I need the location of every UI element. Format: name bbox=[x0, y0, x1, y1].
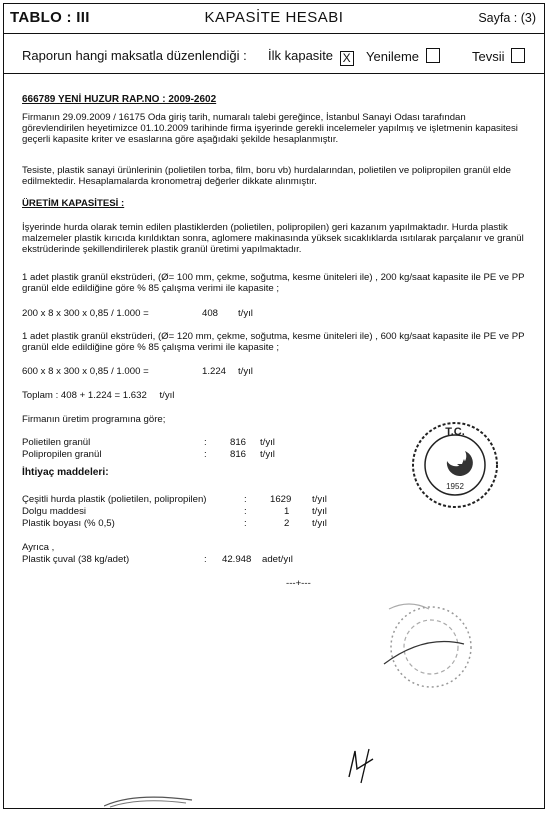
item-colon: : bbox=[244, 518, 247, 529]
purpose-row bbox=[4, 34, 544, 74]
report-reference: 666789 YENİ HUZUR RAP.NO : 2009-2602 bbox=[22, 94, 217, 105]
option-label: Yenileme bbox=[366, 49, 420, 64]
seal-year: 1952 bbox=[446, 482, 464, 491]
option-renewal[interactable] bbox=[366, 48, 440, 64]
document-frame bbox=[3, 3, 545, 809]
paragraph-intro: Firmanın 29.09.2009 / 16175 Oda giriş tarih, numaralı talebi gereğince, İstanbul Sanayi Odası tarafından görevlendirilen heyetimizce 01.10.2009 tarihinde firma işyerinde gerekli incelemeler yapılmış ve işletmenin kapasitesi geçerli kapasite kriter ve esaslarına göre aşağıdaki şekilde hesaplanmıştır. bbox=[22, 112, 518, 146]
end-mark: ---+--- bbox=[286, 578, 311, 589]
page-title: KAPASİTE HESABI bbox=[204, 9, 344, 26]
item-value: 2 bbox=[284, 518, 290, 529]
seal-top-text: T.C. bbox=[445, 426, 465, 438]
program-row bbox=[22, 437, 275, 448]
paragraph-extruder-2: 1 adet plastik granül ekstrüderi, (Ø= 120 mm, çekme, soğutma, kesme üniteleri ile) , 600 kg/saat kapasite ile PE ve PP granül elde edildiğine göre % 85 çalışma verimi ile kapasite ; bbox=[22, 331, 525, 354]
program-intro: Firmanın üretim programına göre; bbox=[22, 414, 166, 425]
page-number: Sayfa : (3) bbox=[478, 11, 536, 25]
checkbox[interactable] bbox=[511, 48, 525, 63]
paragraph-facility: Tesiste, plastik sanayi ürünlerinin (polietilen torba, film, boru vb) hurdalarından, polietilen ve polipropilen granül elde edilmektedir. Hesaplamalarda kronometraj değerler dikkate alınmıştır. bbox=[22, 165, 512, 188]
checkbox-checked[interactable]: X bbox=[340, 51, 354, 66]
item-colon: : bbox=[204, 437, 207, 448]
stamp-fragment-icon bbox=[104, 794, 194, 808]
faded-stamp bbox=[379, 589, 479, 699]
calc-value: 408 bbox=[202, 308, 219, 319]
total-formula: Toplam : 408 + 1.224 = 1.632 bbox=[22, 390, 147, 401]
total-row bbox=[22, 390, 174, 401]
header-bar bbox=[4, 4, 544, 34]
item-name: Polipropilen granül bbox=[22, 449, 102, 460]
item-unit: adet/yıl bbox=[262, 554, 293, 565]
item-value: 1 bbox=[284, 506, 290, 517]
calc-unit: t/yıl bbox=[238, 308, 253, 319]
needs-row bbox=[22, 494, 327, 505]
item-unit: t/yıl bbox=[260, 437, 275, 448]
item-value: 1629 bbox=[270, 494, 292, 505]
item-colon: : bbox=[244, 506, 247, 517]
item-name: Polietilen granül bbox=[22, 437, 91, 448]
calc-formula: 600 x 8 x 300 x 0,85 / 1.000 = bbox=[22, 366, 149, 377]
item-unit: t/yıl bbox=[312, 506, 327, 517]
signature bbox=[339, 739, 389, 789]
section-production: ÜRETİM KAPASİTESİ : bbox=[22, 198, 125, 209]
calc-unit: t/yıl bbox=[238, 366, 253, 377]
signature-icon bbox=[339, 739, 389, 789]
item-name: Dolgu maddesi bbox=[22, 506, 86, 517]
item-unit: t/yıl bbox=[312, 518, 327, 529]
option-label: Tevsii bbox=[472, 49, 505, 64]
item-colon: : bbox=[204, 554, 207, 565]
official-seal bbox=[409, 419, 501, 511]
total-unit: t/yıl bbox=[159, 390, 175, 401]
calc-value: 1.224 bbox=[202, 366, 227, 377]
option-initial-capacity[interactable] bbox=[268, 48, 354, 66]
item-name: Çeşitli hurda plastik (polietilen, polipropilen) bbox=[22, 494, 207, 505]
paragraph-extruder-1: 1 adet plastik granül ekstrüderi, (Ø= 100 mm, çekme, soğutma, kesme üniteleri ile) , 200 kg/saat kapasite ile PE ve PP granül elde edildiğine göre % 85 çalışma verimi ile kapasite ; bbox=[22, 272, 525, 295]
option-expansion[interactable] bbox=[472, 48, 525, 64]
program-row bbox=[22, 449, 275, 460]
extra-row bbox=[22, 554, 293, 565]
checkbox[interactable] bbox=[426, 48, 440, 63]
item-name: Plastik çuval (38 kg/adet) bbox=[22, 554, 130, 565]
item-name: Plastik boyası (% 0,5) bbox=[22, 518, 115, 529]
needs-row bbox=[22, 518, 327, 529]
section-needs: İhtiyaç maddeleri: bbox=[22, 467, 109, 478]
calc-formula: 200 x 8 x 300 x 0,85 / 1.000 = bbox=[22, 308, 149, 319]
item-colon: : bbox=[204, 449, 207, 460]
item-colon: : bbox=[244, 494, 247, 505]
faded-stamp-icon bbox=[379, 589, 479, 699]
calc-row-1 bbox=[22, 308, 253, 319]
calc-row-2 bbox=[22, 366, 253, 377]
option-label: İlk kapasite bbox=[268, 48, 334, 63]
item-value: 816 bbox=[230, 437, 247, 448]
extra-label: Ayrıca , bbox=[22, 542, 55, 553]
table-label: TABLO : III bbox=[10, 9, 90, 26]
item-unit: t/yıl bbox=[260, 449, 275, 460]
bottom-stamp-fragment bbox=[104, 794, 194, 808]
seal-icon bbox=[409, 419, 501, 511]
item-unit: t/yıl bbox=[312, 494, 327, 505]
item-value: 42.948 bbox=[222, 554, 252, 565]
item-value: 816 bbox=[230, 449, 247, 460]
needs-row bbox=[22, 506, 327, 517]
purpose-question: Raporun hangi maksatla düzenlendiği : bbox=[22, 48, 247, 63]
paragraph-process: İşyerinde hurda olarak temin edilen plastiklerden (polietilen, polipropilen) geri kazanım yapılmaktadır. Hurda plastik malzemeler plastik kırıcıda kırıldıktan sonra, aglomere makinasında yüksek sıcaklıklarda ısıtılarak parçalanır ve granül ekstrüderinde şekillendirilerek plastik granül üretimi yapılmaktadır. bbox=[22, 222, 524, 256]
